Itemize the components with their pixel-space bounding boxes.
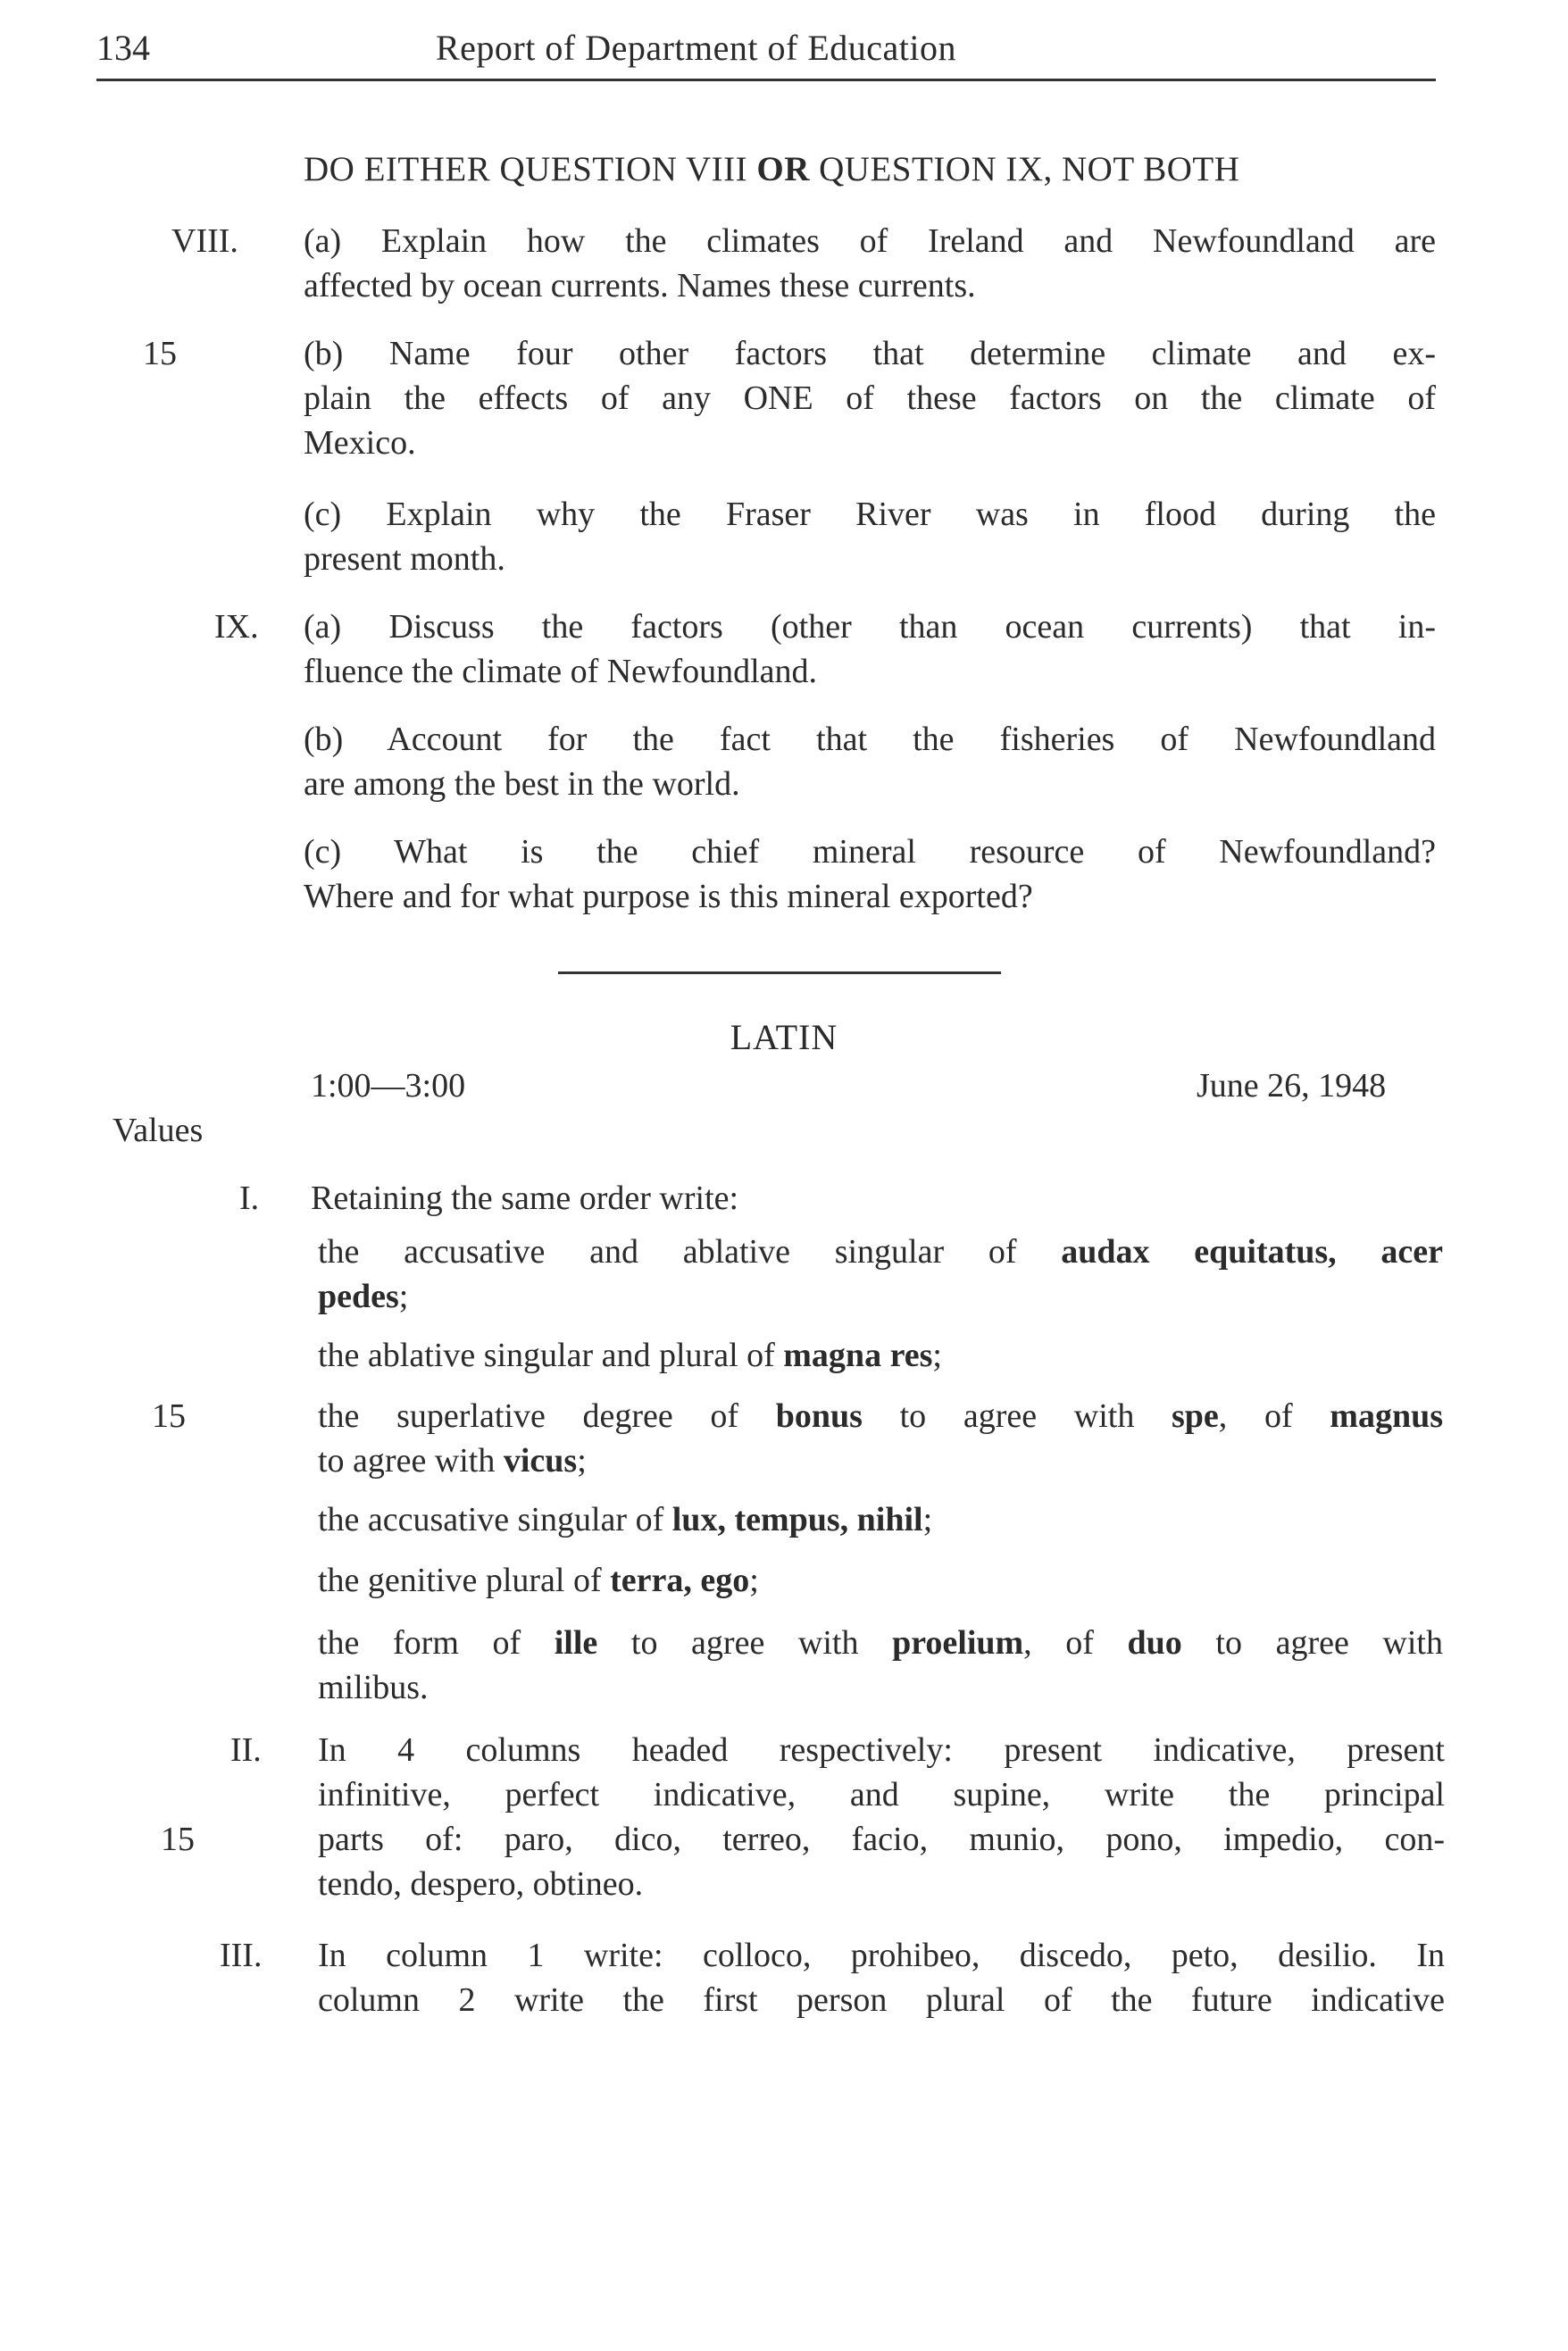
q1-line1a: the accusative and ablative singular of audax equitatus, acer [318,1233,1443,1271]
q1-intro: Retaining the same order write: [311,1180,739,1217]
q9-a-line1: (a) Discuss the factors (other than ocean currents) that in- [304,608,1436,646]
q2-line4: tendo, despero, obtineo. [318,1865,644,1903]
q8-b-line1: (b) Name four other factors that determine climate and ex- [304,335,1436,372]
q9-b-line1: (b) Account for the fact that the fisheries of Newfoundland [304,721,1436,758]
values-label: Values [113,1112,204,1149]
q2-line3: parts of: paro, dico, terreo, facio, munio, pono, impedio, con- [318,1821,1445,1858]
q1-line3b: to agree with vicus; [318,1442,587,1480]
q1-line6b: milibus. [318,1669,429,1706]
q2-line1: In 4 columns headed respectively: present indicative, present [318,1731,1445,1769]
q8-c-line1: (c) Explain why the Fraser River was in flood during the [304,496,1436,533]
q3-line2: column 2 write the first person plural of the future indicative [318,1981,1445,2019]
q8-b-line3: Mexico. [304,424,416,462]
q8-c-line2: present month. [304,540,505,578]
section-title: LATIN [730,1017,838,1057]
q1-line5: the genitive plural of terra, ego; [318,1562,759,1599]
q8-b-line2: plain the effects of any ONE of these factors on the climate of [304,379,1436,417]
q8-a-line2: affected by ocean currents. Names these currents. [304,267,976,304]
q8-a-line1: (a) Explain how the climates of Ireland and Newfoundland are [304,222,1436,260]
q9-c-line1: (c) What is the chief mineral resource of Newfoundland? [304,833,1436,871]
q1-line3a: the superlative degree of bonus to agree with spe, of magnus [318,1397,1444,1435]
q1-line6a: the form of ille to agree with proelium, of duo to agree with [318,1624,1443,1662]
question-2-numeral: II. [230,1731,262,1769]
q1-line2: the ablative singular and plural of magna res; [318,1337,942,1374]
question-8-numeral: VIII. [171,222,238,260]
question-9-numeral: IX. [214,608,259,646]
exam-date: June 26, 1948 [1197,1067,1387,1105]
question-3-numeral: III. [220,1937,263,1974]
either-or-directive: DO EITHER QUESTION VIII OR QUESTION IX, NOT BOTH [304,150,1240,188]
q9-a-line2: fluence the climate of Newfoundland. [304,653,818,690]
exam-time: 1:00—3:00 [311,1067,466,1105]
question-2-value: 15 [161,1821,195,1858]
q1-line1b: pedes; [318,1278,409,1315]
page-number: 134 [96,28,150,68]
q2-line2: infinitive, perfect indicative, and supine, write the principal [318,1776,1445,1813]
q9-b-line2: are among the best in the world. [304,765,740,803]
q1-line4: the accusative singular of lux, tempus, nihil; [318,1501,933,1538]
section-divider [558,971,1001,974]
question-8-value: 15 [143,335,177,372]
q3-line1: In column 1 write: colloco, prohibeo, discedo, peto, desilio. In [318,1937,1445,1974]
question-1-numeral: I. [239,1180,260,1217]
question-1-value: 15 [152,1397,186,1435]
running-title: Report of Department of Education [436,28,956,68]
q9-c-line2: Where and for what purpose is this mineral exported? [304,878,1033,915]
page-header [96,27,1436,81]
